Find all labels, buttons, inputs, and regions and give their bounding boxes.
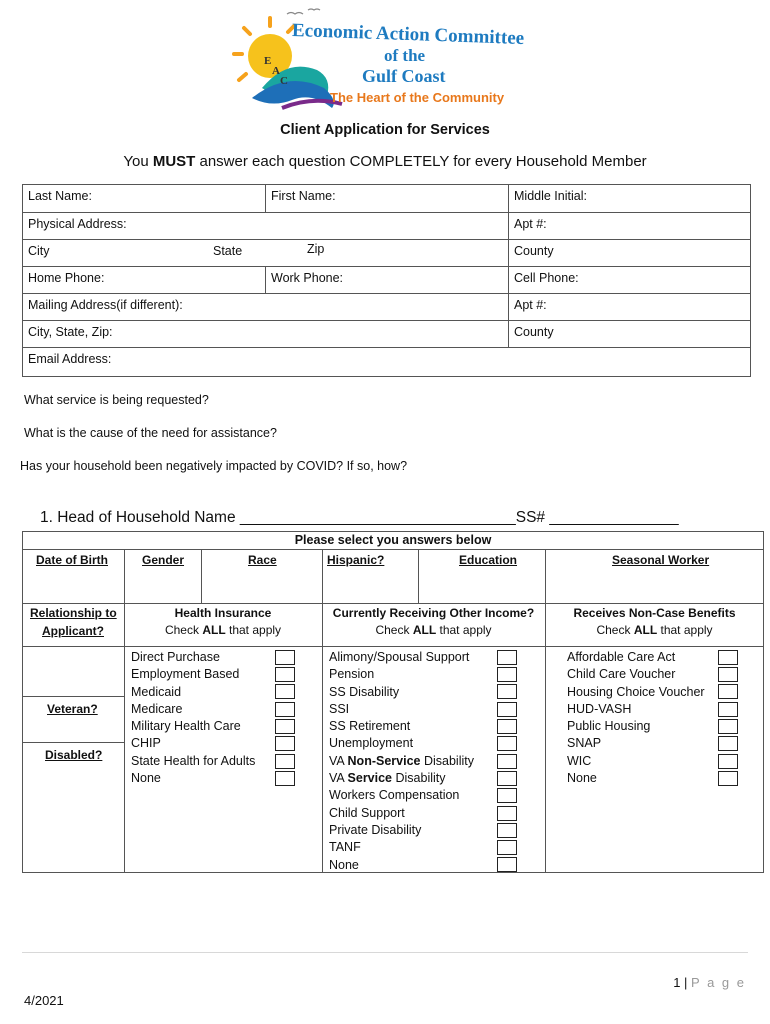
table-banner: Please select you answers below bbox=[294, 533, 492, 547]
list-item: WIC bbox=[567, 753, 592, 768]
list-item: SNAP bbox=[567, 736, 602, 751]
check-all-note: Check ALL that apply bbox=[164, 623, 282, 637]
checkbox-ss-retirement[interactable] bbox=[497, 719, 517, 734]
list-item: TANF bbox=[329, 840, 361, 855]
first-name-field[interactable]: First Name: bbox=[265, 184, 509, 213]
date-of-birth-header: Date of Birth bbox=[36, 553, 108, 567]
non-case-benefits-title: Receives Non-Case Benefits Check ALL that apply bbox=[545, 606, 764, 637]
list-item: Alimony/Spousal Support bbox=[329, 650, 470, 664]
bird-icon bbox=[308, 9, 320, 10]
list-item: Medicare bbox=[131, 701, 183, 716]
list-item: None bbox=[567, 771, 597, 786]
health-insurance-list bbox=[131, 649, 255, 787]
checkbox-direct-purchase[interactable] bbox=[275, 650, 295, 665]
checkbox-medicare[interactable] bbox=[275, 702, 295, 717]
list-item: CHIP bbox=[131, 736, 161, 751]
non-case-benefits-list bbox=[567, 649, 705, 787]
home-phone-field[interactable]: Home Phone: bbox=[22, 266, 266, 294]
divider bbox=[22, 696, 124, 697]
checkbox-snap[interactable] bbox=[718, 736, 738, 751]
list-item: VA Non-Service Disability bbox=[329, 753, 474, 768]
divider bbox=[124, 549, 125, 873]
list-item: VA Service Disability bbox=[329, 771, 446, 786]
logo-line-1: Economic Action Committee bbox=[291, 19, 525, 50]
page-title: Client Application for Services bbox=[280, 122, 490, 138]
seasonal-worker-header: Seasonal Worker bbox=[612, 553, 710, 567]
list-item: Affordable Care Act bbox=[567, 650, 676, 664]
divider bbox=[201, 549, 202, 603]
service-question: What service is being requested? bbox=[24, 393, 209, 407]
divider bbox=[418, 549, 419, 603]
checkbox-private-disability[interactable] bbox=[497, 823, 517, 838]
list-item: None bbox=[131, 771, 161, 786]
logo-initial: C bbox=[280, 75, 288, 87]
list-item: SS Retirement bbox=[329, 719, 411, 734]
checkbox-military-health-care[interactable] bbox=[275, 719, 295, 734]
checkbox-va-non-service[interactable] bbox=[497, 754, 517, 769]
checkbox-hud-vash[interactable] bbox=[718, 702, 738, 717]
city-label: City bbox=[28, 244, 50, 258]
zip-label: Zip bbox=[307, 242, 325, 256]
list-item: Employment Based bbox=[131, 667, 240, 682]
logo-tagline: The Heart of the Community bbox=[330, 90, 505, 105]
race-header: Race bbox=[248, 553, 277, 567]
disabled-header: Disabled? bbox=[45, 748, 103, 762]
checkbox-employment-based[interactable] bbox=[275, 667, 295, 682]
state-label: State bbox=[213, 244, 243, 258]
checkbox-unemployment[interactable] bbox=[497, 736, 517, 751]
checkbox-tanf[interactable] bbox=[497, 840, 517, 855]
checkbox-medicaid[interactable] bbox=[275, 684, 295, 699]
list-item: None bbox=[329, 857, 359, 872]
divider bbox=[545, 549, 546, 873]
list-item: Private Disability bbox=[329, 822, 422, 837]
mailing-address-field[interactable]: Mailing Address(if different): bbox=[22, 293, 509, 321]
mailing-city-state-zip-field[interactable]: City, State, Zip: bbox=[22, 320, 509, 348]
divider bbox=[22, 549, 764, 550]
checkbox-state-health-adults[interactable] bbox=[275, 754, 295, 769]
divider bbox=[22, 646, 764, 647]
head-of-household-line[interactable]: 1. Head of Household Name ________________________________SS# _______________ bbox=[40, 509, 679, 526]
gender-header: Gender bbox=[142, 553, 185, 567]
list-item: SSI bbox=[329, 701, 350, 716]
list-item: Public Housing bbox=[567, 719, 651, 734]
checkbox-income-none[interactable] bbox=[497, 857, 517, 872]
logo-initial: A bbox=[272, 65, 280, 77]
list-item: Child Support bbox=[329, 805, 405, 820]
veteran-header: Veteran? bbox=[47, 702, 98, 716]
last-name-field[interactable]: Last Name: bbox=[22, 184, 266, 213]
checkbox-ss-disability[interactable] bbox=[497, 684, 517, 699]
list-item: Pension bbox=[329, 667, 375, 682]
checkbox-va-service[interactable] bbox=[497, 771, 517, 786]
email-field[interactable]: Email Address: bbox=[22, 347, 751, 377]
cause-question: What is the cause of the need for assistance? bbox=[24, 426, 277, 440]
logo-initial: E bbox=[264, 55, 272, 67]
applicant-header: Applicant? bbox=[42, 624, 104, 638]
page-number: 1 | P a g e bbox=[673, 975, 746, 990]
list-item: Housing Choice Voucher bbox=[567, 684, 705, 699]
checkbox-affordable-care-act[interactable] bbox=[718, 650, 738, 665]
list-item: Military Health Care bbox=[131, 719, 241, 734]
other-income-list bbox=[329, 649, 474, 874]
city-state-zip-row[interactable] bbox=[22, 239, 509, 267]
checkbox-ssi[interactable] bbox=[497, 702, 517, 717]
county-field[interactable]: County bbox=[508, 239, 751, 267]
list-item: Unemployment bbox=[329, 736, 414, 751]
logo-line-2: of the bbox=[384, 46, 426, 65]
bird-icon bbox=[287, 13, 303, 15]
list-item: Medicaid bbox=[131, 684, 182, 699]
physical-address-field[interactable]: Physical Address: bbox=[22, 212, 509, 240]
checkbox-alimony[interactable] bbox=[497, 650, 517, 665]
divider bbox=[322, 549, 323, 873]
checkbox-workers-comp[interactable] bbox=[497, 788, 517, 803]
cell-phone-field[interactable]: Cell Phone: bbox=[508, 266, 751, 294]
mailing-apt-field[interactable]: Apt #: bbox=[508, 293, 751, 321]
checkbox-wic[interactable] bbox=[718, 754, 738, 769]
check-all-note: Check ALL that apply bbox=[375, 623, 492, 637]
covid-question: Has your household been negatively impacted by COVID? If so, how? bbox=[20, 459, 408, 473]
other-income-title: Currently Receiving Other Income? Check ALL that apply bbox=[322, 606, 545, 637]
checkbox-pension[interactable] bbox=[497, 667, 517, 682]
checkbox-benefits-none[interactable] bbox=[718, 771, 738, 786]
logo-line-3: Gulf Coast bbox=[362, 66, 446, 86]
list-item: Workers Compensation bbox=[329, 788, 460, 803]
mailing-county-field[interactable]: County bbox=[508, 320, 751, 348]
page-subtitle: You MUST answer each question COMPLETELY for every Household Member bbox=[123, 153, 647, 170]
apt-field[interactable]: Apt #: bbox=[508, 212, 751, 240]
checkbox-public-housing[interactable] bbox=[718, 719, 738, 734]
eac-logo bbox=[232, 8, 542, 112]
checkbox-chip[interactable] bbox=[275, 736, 295, 751]
hispanic-header: Hispanic? bbox=[327, 553, 385, 567]
check-all-note: Check ALL that apply bbox=[596, 623, 713, 637]
list-item: Child Care Voucher bbox=[567, 667, 676, 682]
education-header: Education bbox=[459, 553, 518, 567]
checkbox-child-care-voucher[interactable] bbox=[718, 667, 738, 682]
health-insurance-title: Health Insurance Check ALL that apply bbox=[124, 606, 322, 637]
revision-date: 4/2021 bbox=[24, 993, 64, 1008]
list-item: Direct Purchase bbox=[131, 650, 220, 664]
work-phone-field[interactable]: Work Phone: bbox=[265, 266, 509, 294]
relationship-header: Relationship to bbox=[30, 606, 117, 620]
divider bbox=[22, 742, 124, 743]
list-item: State Health for Adults bbox=[131, 753, 256, 768]
middle-initial-field[interactable]: Middle Initial: bbox=[508, 184, 751, 213]
divider bbox=[22, 603, 764, 604]
list-item: SS Disability bbox=[329, 684, 400, 699]
checkbox-health-none[interactable] bbox=[275, 771, 295, 786]
list-item: HUD-VASH bbox=[567, 701, 632, 716]
footer-divider bbox=[22, 952, 748, 953]
checkbox-child-support[interactable] bbox=[497, 806, 517, 821]
checkbox-housing-choice-voucher[interactable] bbox=[718, 684, 738, 699]
